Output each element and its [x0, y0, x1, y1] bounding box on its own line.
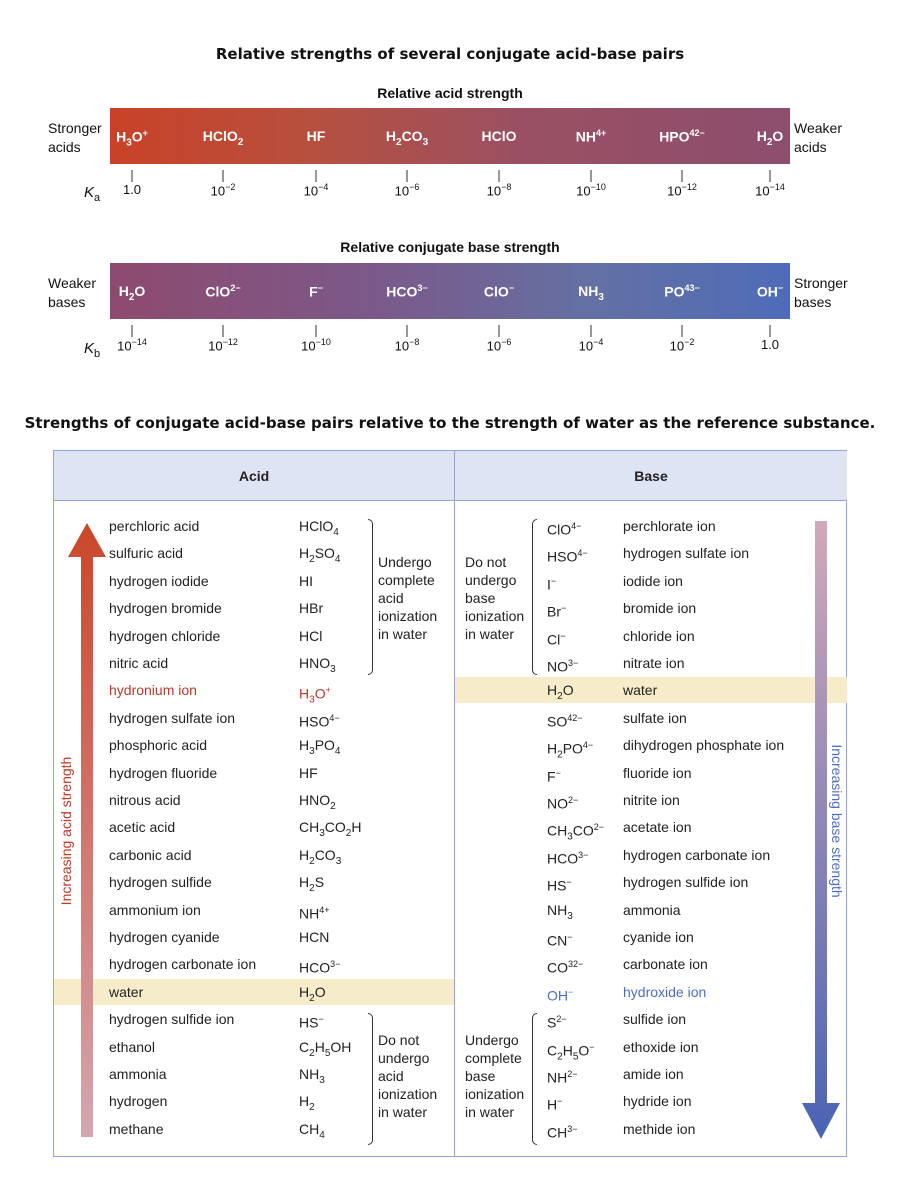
base-formula: $H_2O$: [547, 682, 574, 703]
acid-name: ethanol: [109, 1038, 155, 1055]
species-label: $H_2O$: [118, 283, 146, 303]
acid-formula: $H_2$: [299, 1093, 315, 1114]
acid-formula: $C_2H_5OH$: [299, 1038, 352, 1059]
acid-formula: $HNO_2$: [299, 792, 336, 812]
tick-mark: [770, 325, 771, 337]
base-formula: $S^{2-}$: [547, 1014, 567, 1031]
base-name: dihydrogen phosphate ion: [623, 737, 785, 754]
base-name: hydrogen sulfide ion: [623, 874, 749, 891]
tick-label: $10^{-14}$: [755, 182, 785, 199]
tick-label: $10^{-2}$: [669, 337, 695, 354]
acid-name: hydrogen bromide: [109, 600, 222, 617]
tick-mark: [682, 325, 683, 337]
tick-label: $10^{-6}$: [394, 182, 420, 199]
tick-mark: [316, 325, 317, 337]
kb-label: $K_b$: [84, 340, 101, 360]
acid-name: hydrogen sulfide ion: [109, 1011, 235, 1028]
tick-mark: [770, 170, 771, 182]
base-bottom-brace: [532, 1013, 537, 1145]
acid-name: hydrogen fluoride: [109, 764, 218, 781]
tick-mark: [223, 170, 224, 182]
species-label: ClO−: [483, 283, 515, 300]
acid-formula: $H_2SO_4$: [299, 545, 341, 566]
acid-name: hydronium ion: [109, 682, 197, 699]
base-name: ethoxide ion: [623, 1038, 699, 1055]
main-title: Relative strengths of several conjugate acid-base pairs: [215, 45, 685, 63]
base-name: hydroxide ion: [623, 983, 707, 1000]
acid-note-complete: Undergo complete acid ionization in water: [378, 554, 438, 642]
acid-formula: HCl: [299, 627, 323, 644]
acid-name: hydrogen chloride: [109, 627, 221, 644]
acid-formula: $H_3O^+$: [299, 685, 331, 706]
base-name: ammonia: [623, 901, 681, 918]
base-name: nitrate ion: [623, 655, 685, 671]
base-formula: $C_2H_5O^-$: [547, 1041, 595, 1063]
species-label: OH−: [756, 283, 784, 300]
tick-mark: [682, 170, 683, 182]
base-name: sulfate ion: [623, 709, 687, 726]
acid-name: methane: [109, 1120, 164, 1137]
tick-label: $10^{-10}$: [301, 337, 331, 354]
base-name: carbonate ion: [623, 956, 708, 973]
acid-formula: HF: [299, 764, 318, 781]
acid-name: hydrogen sulfide: [109, 874, 212, 891]
base-name: perchlorate ion: [623, 518, 716, 534]
base-formula: ClO$^{4-}$: [547, 521, 582, 538]
base-name: nitrite ion: [623, 792, 680, 808]
acid-formula: $NH^{4+}$: [299, 904, 330, 922]
base-top-brace: [532, 519, 537, 675]
acid-name: perchloric acid: [109, 518, 200, 534]
tick-mark: [499, 325, 500, 337]
base-formula: $CH^{3-}$: [547, 1123, 578, 1141]
acid-formula: $HCO^{3-}$: [299, 959, 341, 977]
base-formula: $NO^{3-}$: [547, 658, 579, 675]
acid-name: hydrogen cyanide: [109, 929, 220, 945]
acid-right-label: Weaker acids: [794, 120, 842, 155]
acid-name: acetic acid: [109, 819, 176, 836]
base-name: fluoride ion: [623, 764, 692, 781]
species-label: HClO: [481, 128, 517, 144]
acid-note-none: Do not undergo acid ionization in water: [378, 1032, 438, 1120]
acid-formula: HS−: [299, 1014, 324, 1031]
acid-formula: $H_2O$: [299, 983, 326, 1004]
acid-formula: $CH_3CO_2H$: [299, 819, 362, 840]
species-label: $HPO^{42-}$: [659, 128, 705, 145]
species-label: HF: [306, 128, 326, 144]
base-name: hydrogen sulfate ion: [623, 545, 750, 562]
base-strength-bar: [110, 263, 790, 319]
base-formula: H−: [547, 1096, 563, 1114]
base-formula: HS−: [547, 877, 572, 894]
acid-formula: HI: [299, 572, 313, 589]
acid-name: hydrogen iodide: [109, 572, 209, 589]
species-label: HClO$_2$: [202, 128, 244, 148]
acid-formula: $HSO^{4-}$: [299, 712, 340, 730]
acid-name: carbonic acid: [109, 846, 192, 863]
base-formula: $H_2PO^{4-}$: [547, 740, 594, 761]
tick-mark: [132, 325, 133, 337]
acid-formula: $CH_4$: [299, 1120, 325, 1141]
acid-name: hydrogen carbonate ion: [109, 956, 257, 973]
tick-mark: [132, 170, 133, 182]
tick-mark: [316, 170, 317, 182]
tick-label: $10^{-14}$: [117, 337, 147, 354]
base-formula: $CO^{32-}$: [547, 959, 584, 977]
species-label: $HCO^{3-}$: [386, 283, 428, 300]
acid-strength-bar: [110, 108, 790, 164]
column-divider: [454, 451, 455, 1156]
base-name: hydride ion: [623, 1093, 692, 1110]
base-name: water: [623, 682, 658, 699]
acid-formula: $H_2S$: [299, 874, 325, 894]
species-label: $H_2CO_3$: [385, 128, 429, 148]
base-formula: Cl−: [547, 630, 566, 648]
base-name: bromide ion: [623, 600, 697, 617]
base-right-label: Stronger bases: [794, 275, 848, 310]
base-note-complete: Undergo complete base ionization in water: [465, 1032, 525, 1120]
acid-formula: HClO$_4$: [299, 518, 339, 538]
tick-mark: [591, 170, 592, 182]
tick-mark: [499, 170, 500, 182]
species-label: $NH_3$: [578, 283, 604, 303]
base-bar-title: Relative conjugate base strength: [340, 239, 560, 255]
tick-label: $10^{-8}$: [486, 182, 512, 199]
acid-formula: $H_3PO_4$: [299, 737, 341, 757]
base-formula: $NO^{2-}$: [547, 795, 579, 812]
acid-column-header: Acid: [54, 451, 454, 501]
acid-left-label: Stronger acids: [48, 120, 102, 155]
ka-label: $K_a$: [84, 184, 101, 204]
tick-label: $10^{-2}$: [210, 182, 236, 199]
acid-bottom-brace: [368, 1013, 373, 1145]
base-formula: $HSO^{4-}$: [547, 548, 588, 566]
base-name: methide ion: [623, 1120, 696, 1137]
base-formula: $NH_3$: [547, 901, 573, 922]
acid-bar-title: Relative acid strength: [377, 85, 523, 101]
base-name: amide ion: [623, 1066, 684, 1082]
tick-label: $10^{-12}$: [667, 182, 697, 199]
acid-name: hydrogen: [109, 1093, 168, 1110]
acid-name: phosphoric acid: [109, 737, 208, 754]
base-formula: OH−: [547, 986, 574, 1004]
acid-formula: $HNO_3$: [299, 655, 336, 675]
base-name: hydrogen carbonate ion: [623, 846, 771, 863]
base-formula: $NH^{2-}$: [547, 1069, 578, 1086]
tick-label: $10^{-12}$: [208, 337, 238, 354]
species-label: ClO$^{2-}$: [205, 283, 241, 300]
tick-mark: [407, 170, 408, 182]
acid-name: nitrous acid: [109, 792, 181, 808]
acid-formula: HBr: [299, 600, 324, 617]
tick-label: 1.0: [122, 182, 142, 197]
species-label: F−: [309, 283, 323, 300]
acid-name: ammonium ion: [109, 901, 201, 918]
acid-axis-label: Increasing acid strength: [58, 756, 74, 906]
base-name: sulfide ion: [623, 1011, 687, 1028]
base-name: acetate ion: [623, 819, 692, 836]
acid-formula: $H_2CO_3$: [299, 846, 342, 867]
base-formula: CN−: [547, 932, 573, 949]
acid-name: hydrogen sulfate ion: [109, 709, 236, 726]
base-formula: I−: [547, 575, 557, 593]
tick-label: $10^{-4}$: [303, 182, 329, 199]
tick-label: $10^{-6}$: [486, 337, 512, 354]
base-formula: $SO^{42-}$: [547, 712, 583, 730]
acid-name: water: [109, 983, 144, 1000]
species-label: $NH^{4+}$: [575, 128, 607, 145]
tick-label: $10^{-10}$: [576, 182, 606, 199]
base-formula: $HCO^{3-}$: [547, 849, 589, 867]
base-name: cyanide ion: [623, 929, 694, 945]
acid-name: sulfuric acid: [109, 545, 183, 562]
acid-formula: HCN: [299, 929, 330, 945]
base-left-label: Weaker bases: [48, 275, 96, 310]
tick-label: 1.0: [760, 337, 780, 352]
base-note-none: Do not undergo base ionization in water: [465, 554, 525, 642]
acid-name: ammonia: [109, 1066, 167, 1082]
acid-formula: $NH_3$: [299, 1066, 325, 1086]
base-formula: Br−: [547, 603, 567, 620]
acid-top-brace: [368, 519, 373, 675]
base-name: chloride ion: [623, 627, 695, 644]
tick-mark: [591, 325, 592, 337]
tick-label: $10^{-8}$: [394, 337, 420, 354]
base-formula: $CH_3CO^{2-}$: [547, 822, 605, 843]
base-formula: F−: [547, 767, 561, 785]
acid-name: nitric acid: [109, 655, 169, 671]
tick-mark: [223, 325, 224, 337]
base-axis-label: Increasing base strength: [829, 744, 845, 898]
tick-mark: [407, 325, 408, 337]
base-column-header: Base: [455, 451, 847, 501]
tick-label: $10^{-4}$: [578, 337, 604, 354]
species-label: $PO^{43-}$: [664, 283, 700, 300]
table-title: Strengths of conjugate acid-base pairs relative to the strength of water as the reference substance.: [24, 414, 876, 432]
species-label: $H_3O^+$: [116, 128, 148, 149]
base-name: iodide ion: [623, 572, 683, 589]
conjugate-pairs-table: [53, 450, 847, 1157]
species-label: $H_2O$: [756, 128, 784, 148]
